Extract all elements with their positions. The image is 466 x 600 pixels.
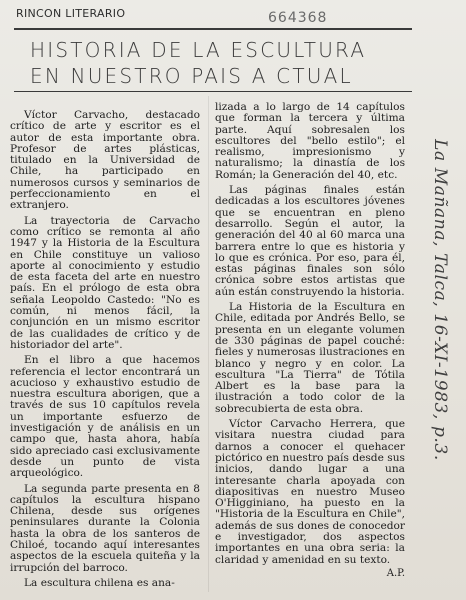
article-paragraph: Víctor Carvacho Herrera, que visitara nuestra ciudad para darnos a conocer el quehacer pictórico en nuestro país desde sus inicios, dando lugar a una interesante charla apoyada con diapositivas en nuestro Museo O'Higginiano, ha puesto en la "Historia de la Escultura en Chile", además de sus dones de conocedor e investigador, dos aspectos importantes en una obra seria: la claridad y amenidad en su texto. xyxy=(215,418,405,566)
article-paragraph: La segunda parte presenta en 8 capítulos la escultura hispano Chilena, desde sus orígenes peninsulares durante la Colonia hasta la obra de los santeros de Chiloé, tocando aquí interesantes aspectos de la escuela quiteña y la irrupción del barroco. xyxy=(10,482,200,574)
article-paragraph: La escultura chilena es ana- xyxy=(24,576,175,589)
article-paragraph: La trayectoria de Carvacho como crítico se remonta al año 1947 y la Historia de la Escultura en Chile constituye un valioso aporte al conocimiento y estudio de esta faceta del arte en nuestro país. En el prólogo de esta obra señala Leopoldo Castedo: "No es común, ni menos fácil, la conjunción en un mismo escritor de las cualidades de crítico y de historiador del arte". xyxy=(10,214,200,351)
top-rule xyxy=(14,28,412,30)
article-paragraph: lizada a lo largo de 14 capítulos que forman la tercera y última parte. Aquí sobresalen los escultores del "bello estilo"; el realismo, impresionismo y naturalismo; la dinastía de los Román; la Generación del 40, etc. xyxy=(215,101,405,181)
article-paragraph: En el libro a que hacemos referencia el lector encontrará un acucioso y exhaustivo estudio de nuestra escultura aborigen, que a través de sus 10 capítulos revela un importante esfuerzo de investigación y de análisis en un campo que, hasta ahora, había sido apreciado casi exclusivamente desde un punto de vista arqueológico. xyxy=(10,354,200,480)
article-paragraph: Víctor Carvacho, destacado crítico de arte y escritor es el autor de esta importante obra. Profesor de artes plásticas, titulado en la Universidad de Chile, ha participado en numerosos cursos y seminarios de perfeccionamiento en el extranjero. xyxy=(10,109,200,212)
headline-line-1: HISTORIA DE LA ESCULTURA xyxy=(30,38,367,62)
handwritten-source-note: La Mañana, Talca, 16-XI-1983, p.3. xyxy=(430,139,450,461)
author-signature: A.P. xyxy=(386,567,405,579)
headline-line-2: EN NUESTRO PAIS A CTUAL xyxy=(30,64,353,88)
column-divider xyxy=(208,96,209,592)
article-column-left xyxy=(10,110,200,593)
headline-rule xyxy=(14,91,412,92)
article-column-right xyxy=(215,102,405,583)
article-paragraph: La Historia de la Escultura en Chile, editada por Andrés Bello, se presenta en un elegante volumen de 330 páginas de papel couché: fieles y numerosas ilustraciones en blanco y negro y en color. La escultura "La Tierra" de Tótila Albert es la base para la ilustración a todo color de la sobrecubierta de esta obra. xyxy=(215,301,405,415)
section-title: RINCON LITERARIO xyxy=(16,7,126,20)
article-paragraph: Las páginas finales están dedicadas a los escultores jóvenes que se encuentran en pleno desarrollo. Según el autor, la generación del 40 al 60 marca una barrera entre lo que es historia y lo que es crónica. Por eso, para él, estas páginas finales son sólo crónica sobre estos artistas que aún están construyendo la historia. xyxy=(215,184,405,298)
archive-number: 664368 xyxy=(268,10,328,26)
